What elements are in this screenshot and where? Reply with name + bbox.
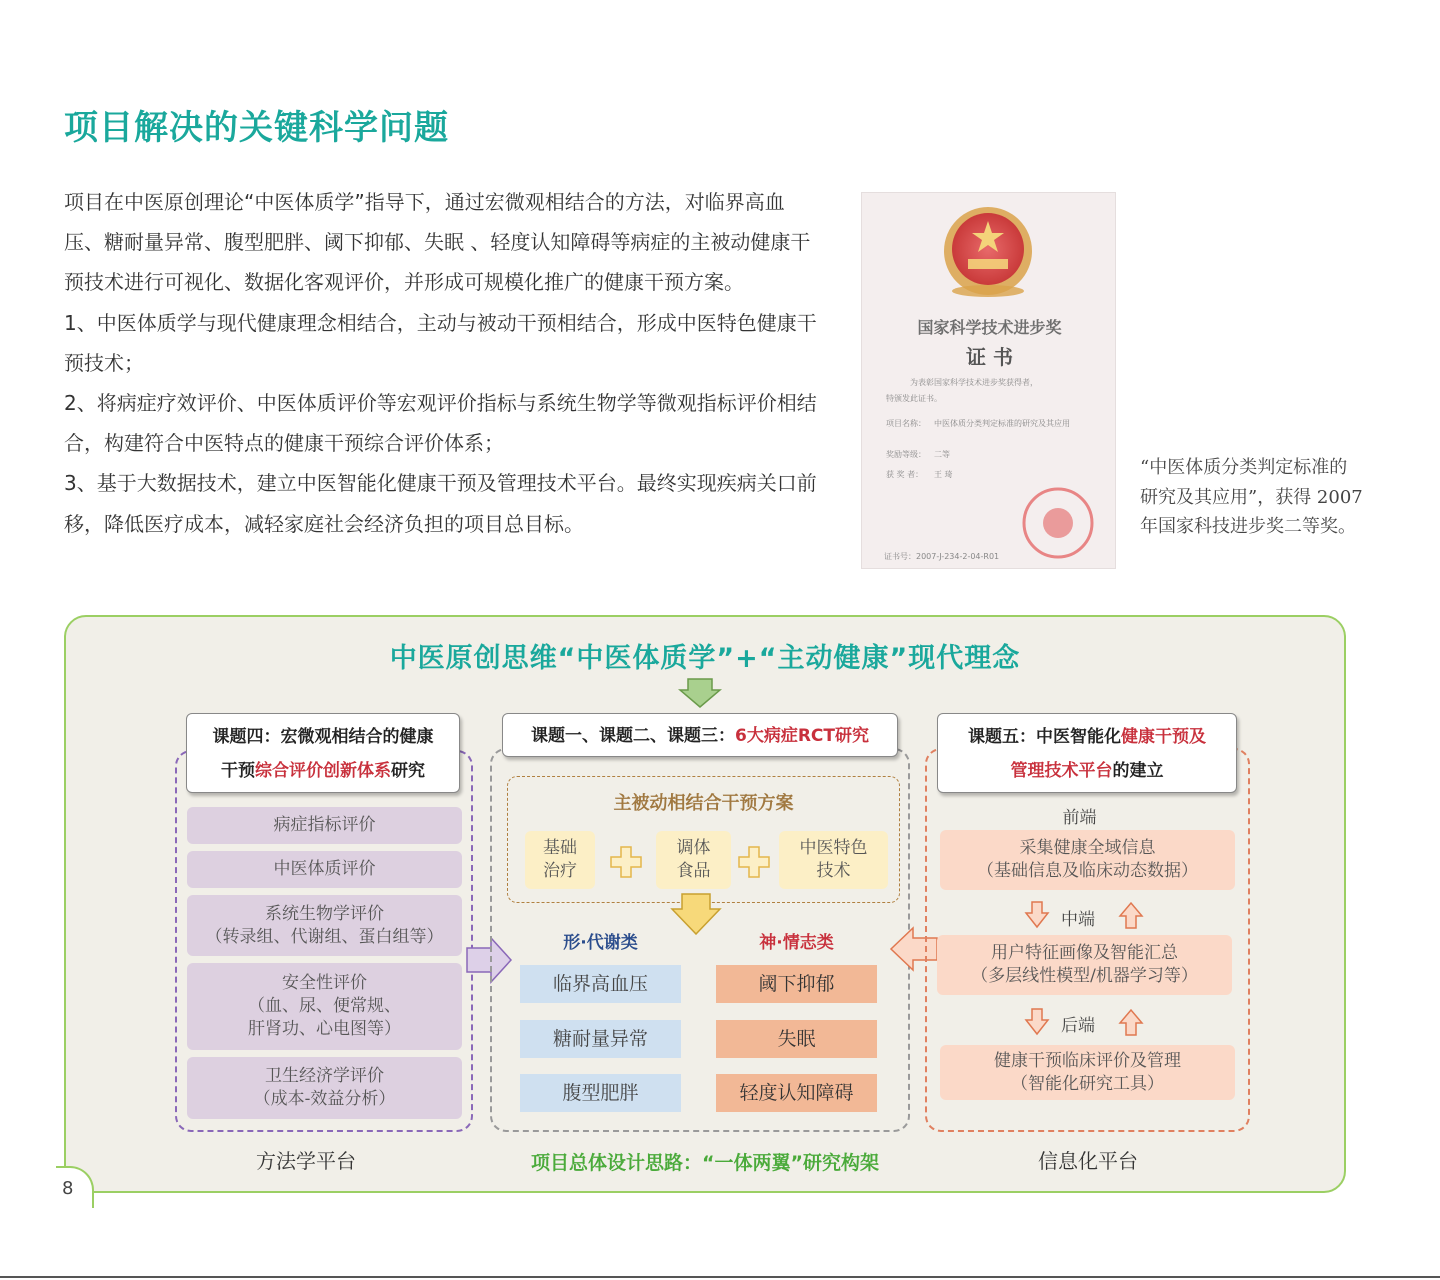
- certificate-line2: 特颁发此证书。: [886, 394, 942, 403]
- certificate-line1: 为表彰国家科学技术进步奖获得者，: [910, 378, 1038, 387]
- eval-item: 卫生经济学评价 （成本-效益分析）: [187, 1057, 462, 1119]
- methodology-platform-label: 方法学平台: [256, 1149, 356, 1173]
- scheme-item: 基础 治疗: [525, 831, 595, 889]
- certificate-level-value: 二等: [934, 450, 950, 459]
- condition-item: 糖耐量异常: [520, 1020, 681, 1058]
- design-concept-label: 项目总体设计思路：“一体两翼”研究构架: [531, 1152, 879, 1174]
- topic5-header-line1: 课题五：中医智能化健康干预及: [968, 727, 1206, 747]
- topic5-header: [937, 713, 1237, 793]
- metabolic-category-title: 形·代谢类: [563, 933, 638, 953]
- scheme-item: 调体 食品: [656, 831, 731, 889]
- back-end-label: 后端: [1061, 1016, 1095, 1036]
- eval-item: 中医体质评价: [187, 851, 462, 888]
- down-arrow-icon: [1024, 1008, 1050, 1036]
- middle-end-box: 用户特征画像及智能汇总 （多层线性模型/机器学习等）: [937, 935, 1232, 995]
- body-text: [64, 182, 824, 544]
- information-platform-label: 信息化平台: [1038, 1149, 1138, 1173]
- condition-item: 临界高血压: [520, 965, 681, 1003]
- plus-icon: [737, 845, 771, 879]
- topic4-header-line1: 课题四：宏微观相结合的健康: [212, 727, 434, 747]
- front-end-label: 前端: [1062, 808, 1097, 828]
- certificate-level-label: 奖励等级：: [886, 450, 926, 459]
- page-bottom-rule: [0, 1276, 1440, 1278]
- point-2: 2、将病症疗效评价、中医体质评价等宏观评价指标与系统生物学等微观指标评价相结合，构建符合中医特点的健康干预综合评价体系；: [64, 391, 817, 456]
- point-1: 1、中医体质学与现代健康理念相结合，主动与被动干预相结合，形成中医特色健康干预技术；: [64, 310, 817, 375]
- up-arrow-icon: [1118, 1008, 1144, 1036]
- plus-icon: [609, 845, 643, 879]
- condition-item: 阈下抑郁: [716, 965, 877, 1003]
- certificate-project-label: 项目名称：: [886, 419, 926, 428]
- certificate-project-value: 中医体质分类判定标准的研究及其应用: [934, 419, 1070, 428]
- intro-paragraph: 项目在中医原创理论“中医体质学”指导下，通过宏微观相结合的方法，对临界高血压、糖耐量异常、腹型肥胖、阈下抑郁、失眠 、轻度认知障碍等病症的主被动健康干预技术进行可视化、数据化客观评价，并形成可规模化推广的健康干预方案。: [64, 190, 811, 295]
- certificate-title: 证 书: [966, 345, 1013, 369]
- condition-item: 轻度认知障碍: [716, 1074, 877, 1112]
- front-end-box: 采集健康全域信息 （基础信息及临床动态数据）: [940, 830, 1235, 890]
- certificate-award-name: 国家科学技术进步奖: [917, 318, 1062, 337]
- scheme-title: 主被动相结合干预方案: [613, 793, 794, 814]
- topic4-header-line2: 干预综合评价创新体系研究: [221, 761, 425, 781]
- topic4-header: [186, 713, 460, 793]
- eval-item: 系统生物学评价 （转录组、代谢组、蛋白组等）: [187, 895, 462, 956]
- topic5-header-line2: 管理技术平台的建立: [1010, 761, 1164, 781]
- eval-item: 安全性评价 （血、尿、便常规、 肝肾功、心电图等）: [187, 963, 462, 1050]
- certificate-number: 证书号：2007-J-234-2-04-R01: [884, 552, 1000, 561]
- down-arrow-icon: [678, 678, 722, 708]
- middle-end-label: 中端: [1061, 910, 1095, 930]
- page-number: 8: [62, 1178, 74, 1199]
- emotional-category-title: 神·情志类: [759, 933, 834, 953]
- back-end-box: 健康干预临床评价及管理 （智能化研究工具）: [940, 1045, 1235, 1100]
- diagram-title: 中医原创思维“中医体质学”+“主动健康”现代理念: [389, 643, 1021, 674]
- scheme-item: 中医特色 技术: [779, 831, 888, 889]
- topic123-header: 课题一、课题二、课题三：6大病症RCT研究: [502, 713, 898, 757]
- point-3: 3、基于大数据技术，建立中医智能化健康干预及管理技术平台。最终实现疾病关口前移，降低医疗成本，减轻家庭社会经济负担的项目总目标。: [64, 471, 817, 536]
- certificate-caption: “中医体质分类判定标准的研究及其应用”，获得 2007 年国家科技进步奖二等奖。: [1140, 457, 1363, 537]
- condition-item: 失眠: [716, 1020, 877, 1058]
- certificate-winner-value: 王 琦: [934, 470, 953, 479]
- up-arrow-icon: [1118, 901, 1144, 929]
- certificate-image: [861, 192, 1116, 569]
- eval-item: 病症指标评价: [187, 807, 462, 844]
- condition-item: 腹型肥胖: [520, 1074, 681, 1112]
- down-arrow-icon: [1024, 901, 1050, 929]
- certificate-winner-label: 获 奖 者：: [886, 470, 924, 479]
- page-heading: 项目解决的关键科学问题: [64, 108, 449, 148]
